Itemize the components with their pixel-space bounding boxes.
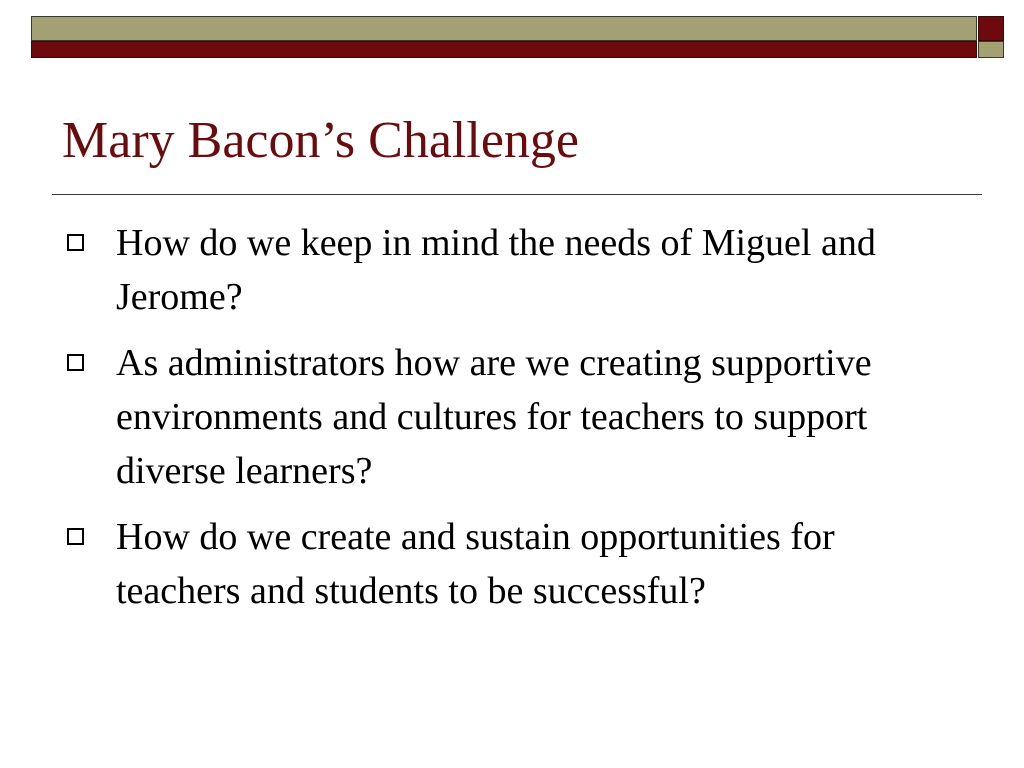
bullet-item <box>64 216 964 324</box>
bullet-text: How do we keep in mind the needs of Miguel and Jerome? <box>116 222 876 318</box>
header-corner-olive-square <box>978 41 1004 58</box>
slide-title: Mary Bacon’s Challenge <box>62 112 579 169</box>
bullet-text: As administrators how are we creating supportive environments and cultures for teachers to support diverse learners? <box>116 342 872 492</box>
header-banner-maroon-bar <box>31 41 977 58</box>
hollow-square-bullet-icon <box>67 234 84 251</box>
bullet-item <box>64 336 964 498</box>
hollow-square-bullet-icon <box>67 528 84 545</box>
header-corner-maroon-square <box>978 16 1004 41</box>
bullet-item <box>64 510 964 618</box>
title-divider <box>52 194 982 195</box>
bullet-text: How do we create and sustain opportunities for teachers and students to be successful? <box>116 516 835 612</box>
hollow-square-bullet-icon <box>67 354 84 371</box>
bullet-list <box>64 216 964 630</box>
header-banner-olive-bar <box>31 16 977 41</box>
